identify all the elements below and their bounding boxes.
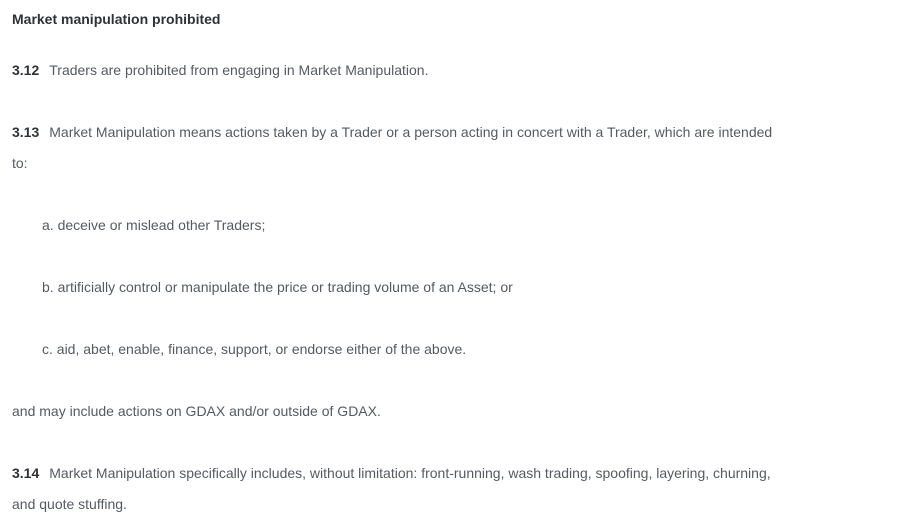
clause-text-continued: and quote stuffing. xyxy=(12,496,127,512)
clause-text: Market Manipulation means actions taken by a Trader or a person acting in concert with a Trader, which are intended xyxy=(49,124,773,140)
clause-3-14 xyxy=(12,464,771,482)
clause-text: Traders are prohibited from engaging in Market Manipulation. xyxy=(49,62,429,78)
list-item: c. aid, abet, enable, finance, support, or endorse either of the above. xyxy=(42,341,467,357)
clause-3-13 xyxy=(12,123,772,141)
clause-text: Market Manipulation specifically includes, without limitation: front-running, wash trading, spoofing, layering, churning, xyxy=(49,465,771,481)
clause-text-continued: to: xyxy=(12,155,28,171)
clause-number: 3.13 xyxy=(12,124,40,140)
clause-number: 3.14 xyxy=(12,465,40,481)
clause-3-12 xyxy=(12,61,429,79)
section-heading: Market manipulation prohibited xyxy=(12,11,221,27)
list-item: a. deceive or mislead other Traders; xyxy=(42,217,266,233)
list-item: b. artificially control or manipulate the price or trading volume of an Asset; or xyxy=(42,279,513,295)
clause-trailing-text: and may include actions on GDAX and/or outside of GDAX. xyxy=(12,403,381,419)
clause-number: 3.12 xyxy=(12,62,40,78)
